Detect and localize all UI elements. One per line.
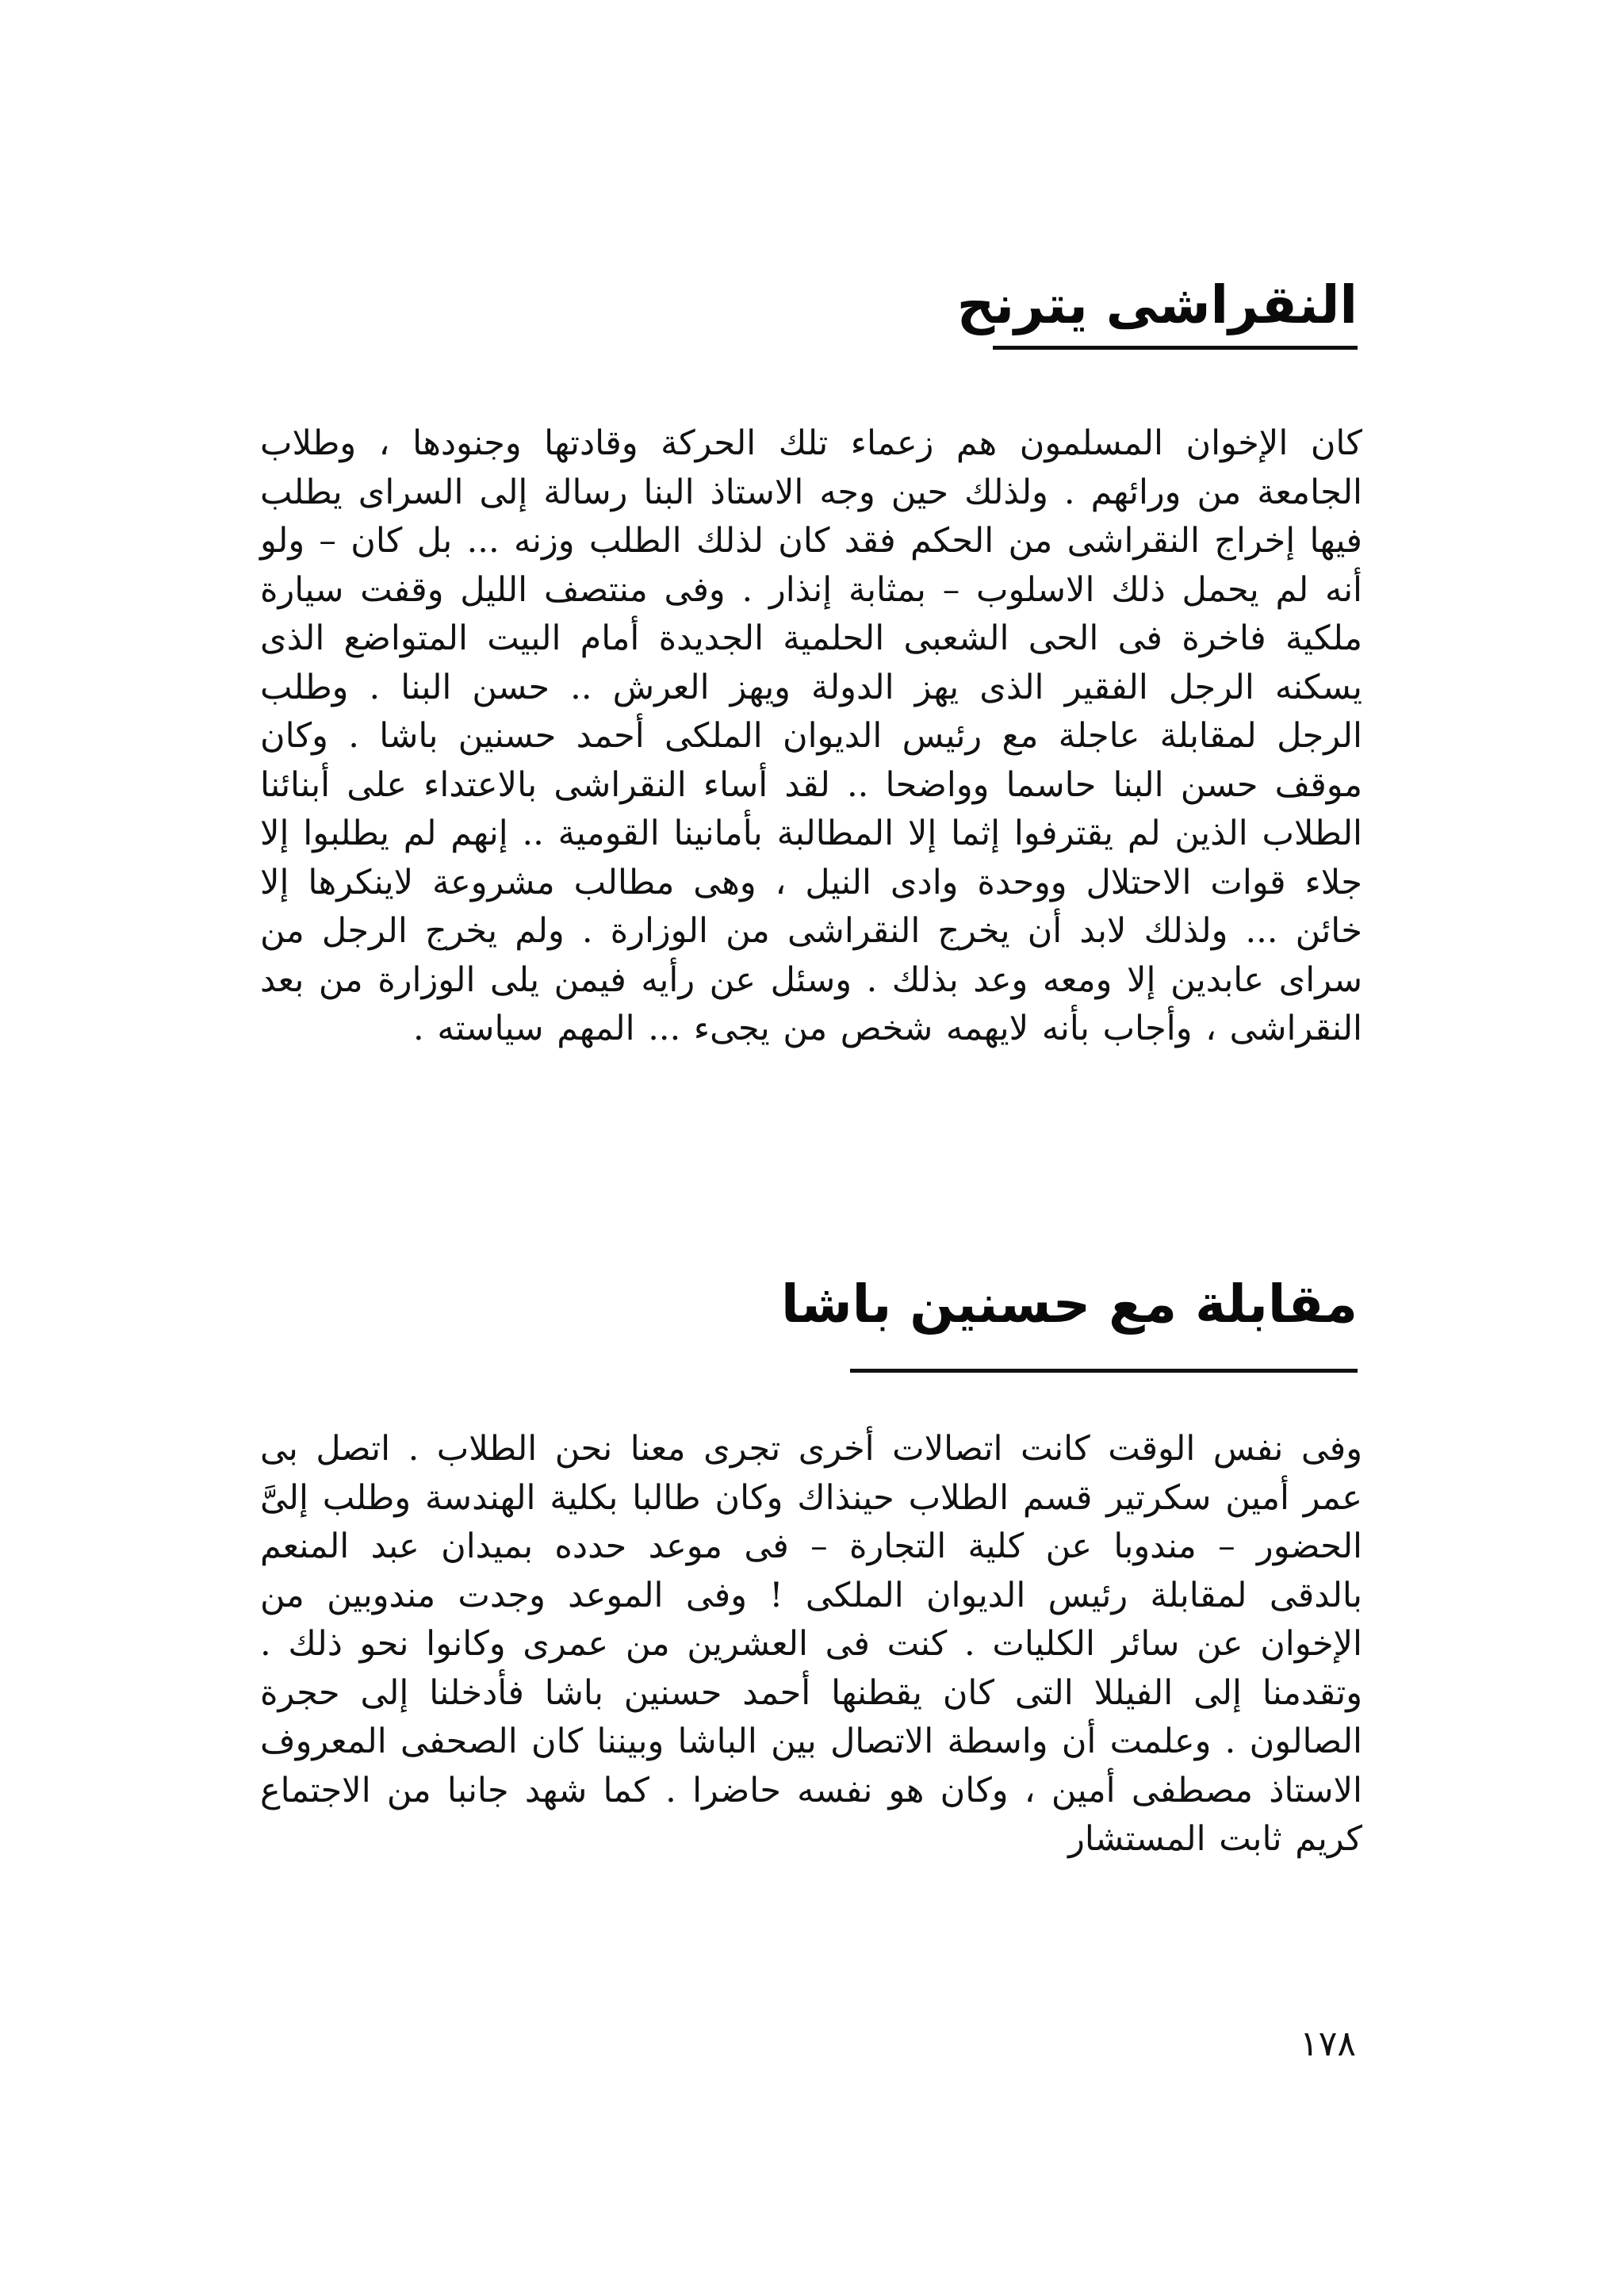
- heading-underline: [993, 346, 1358, 350]
- heading-underline: [850, 1369, 1358, 1373]
- body-paragraph: وفى نفس الوقت كانت اتصالات أخرى تجرى معنا نحن الطلاب . اتصل بى عمر أمين سكرتير قسم الطلاب حينذاك وكان طالبا بكلية الهندسة وطلب إلىَّ الحضور – مندوبا عن كلية التجارة – فى موعد حدده بميدان عبد المنعم بالدقى لمقابلة رئيس الديوان الملكى ! وفى الموعد وجدت مندوبين من الإخوان عن سائر الكليات . كنت فى العشرين من عمرى وكانوا نحو ذلك . وتقدمنا إلى الفيللا التى كان يقطنها أحمد حسنين باشا فأدخلنا إلى حجرة الصالون . وعلمت أن واسطة الاتصال بين الباشا وبيننا كان الصحفى المعروف الاستاذ مصطفى أمين ، وكان هو نفسه حاضرا . كما شهد جانبا من الاجتماع كريم ثابت المستشار: [260, 1429, 1362, 1859]
- section-heading-nuqrashi-falters: النقراشى يترنح: [956, 274, 1358, 335]
- page-number: ١٧٨: [1300, 2024, 1356, 2064]
- section-heading-meeting-hassanein-pasha: مقابلة مع حسنين باشا: [780, 1274, 1358, 1335]
- body-paragraph: كان الإخوان المسلمون هم زعماء تلك الحركة وقادتها وجنودها ، وطلاب الجامعة من ورائهم . ولذلك حين وجه الاستاذ البنا رسالة إلى السراى يطلب فيها إخراج النقراشى من الحكم فقد كان لذلك الطلب وزنه ... بل كان – ولو أنه لم يحمل ذلك الاسلوب – بمثابة إنذار . وفى منتصف الليل وقفت سيارة ملكية فاخرة فى الحى الشعبى الحلمية الجديدة أمام البيت المتواضع الذى يسكنه الرجل الفقير الذى يهز الدولة ويهز العرش .. حسن البنا . وطلب الرجل لمقابلة عاجلة مع رئيس الديوان الملكى أحمد حسنين باشا . وكان موقف حسن البنا حاسما وواضحا .. لقد أساء النقراشى بالاعتداء على أبنائنا الطلاب الذين لم يقترفوا إثما إلا المطالبة بأمانينا القومية .. إنهم لم يطلبوا إلا جلاء قوات الاحتلال ووحدة وادى النيل ، وهى مطالب مشروعة لاينكرها إلا خائن ... ولذلك لابد أن يخرج النقراشى من الوزارة . ولم يخرج الرجل من سراى عابدين إلا ومعه وعد بذلك . وسئل عن رأيه فيمن يلى الوزارة من بعد النقراشى ، وأجاب بأنه لايهمه شخص من يجىء ... المهم سياسته .: [260, 423, 1362, 1048]
